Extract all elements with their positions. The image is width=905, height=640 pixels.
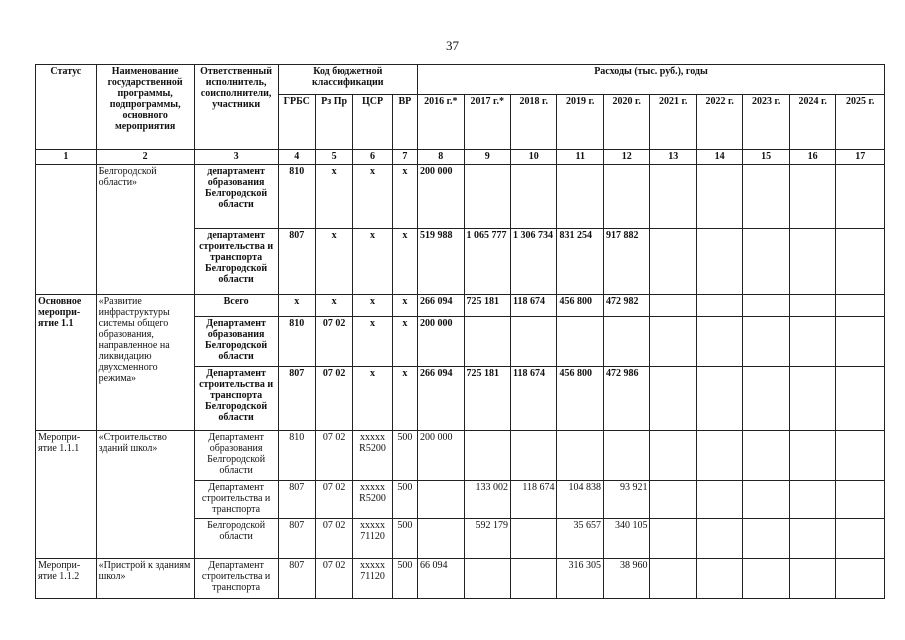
grbs-cell: 810: [278, 165, 315, 229]
value-cell: 592 179: [464, 519, 510, 559]
value-cell: 831 254: [557, 229, 603, 295]
value-cell: 104 838: [557, 481, 603, 519]
column-number-row: [36, 150, 885, 165]
responsible-cell: Департамент строительства и транспорта Белгородской области: [194, 367, 278, 431]
responsible-cell: Департамент строительства и транспорта: [194, 481, 278, 519]
value-cell: [696, 367, 742, 431]
responsible-cell: Департамент образования Белгородской области: [194, 431, 278, 481]
responsible-cell: Белгородской области: [194, 519, 278, 559]
column-number: 15: [743, 150, 789, 165]
column-number: 1: [36, 150, 97, 165]
budget-table: [35, 64, 885, 599]
value-cell: 1 065 777: [464, 229, 510, 295]
header-year: 2021 г.: [650, 95, 696, 150]
header-year: 2016 г.*: [418, 95, 464, 150]
value-cell: 35 657: [557, 519, 603, 559]
value-cell: 66 094: [418, 559, 464, 599]
value-cell: [603, 165, 649, 229]
header-year: 2018 г.: [511, 95, 557, 150]
value-cell: [511, 559, 557, 599]
value-cell: [650, 367, 696, 431]
responsible-cell: Департамент строительства и транспорта: [194, 559, 278, 599]
value-cell: [836, 229, 885, 295]
vr-cell: х: [392, 295, 417, 317]
header-year: 2025 г.: [836, 95, 885, 150]
status-cell: Основное меропри-ятие 1.1: [36, 295, 97, 431]
header-year: 2024 г.: [789, 95, 835, 150]
value-cell: [836, 165, 885, 229]
column-number: 14: [696, 150, 742, 165]
value-cell: 725 181: [464, 295, 510, 317]
column-number: 4: [278, 150, 315, 165]
value-cell: [557, 431, 603, 481]
value-cell: [418, 481, 464, 519]
value-cell: [743, 295, 789, 317]
rzpr-cell: 07 02: [315, 431, 352, 481]
header-year: 2022 г.: [696, 95, 742, 150]
value-cell: [650, 519, 696, 559]
vr-cell: х: [392, 367, 417, 431]
column-number: 3: [194, 150, 278, 165]
value-cell: 917 882: [603, 229, 649, 295]
rzpr-cell: 07 02: [315, 481, 352, 519]
value-cell: [650, 295, 696, 317]
csr-cell: х: [353, 165, 392, 229]
rzpr-cell: 07 02: [315, 519, 352, 559]
value-cell: [789, 481, 835, 519]
value-cell: [743, 519, 789, 559]
value-cell: 725 181: [464, 367, 510, 431]
rzpr-cell: 07 02: [315, 367, 352, 431]
value-cell: [743, 481, 789, 519]
value-cell: [650, 317, 696, 367]
value-cell: [836, 367, 885, 431]
header-year: 2020 г.: [603, 95, 649, 150]
value-cell: [511, 165, 557, 229]
value-cell: 118 674: [511, 481, 557, 519]
value-cell: 266 094: [418, 367, 464, 431]
value-cell: [696, 317, 742, 367]
header-year: 2017 г.*: [464, 95, 510, 150]
grbs-cell: 807: [278, 519, 315, 559]
grbs-cell: 810: [278, 431, 315, 481]
value-cell: [789, 559, 835, 599]
vr-cell: 500: [392, 431, 417, 481]
value-cell: [696, 559, 742, 599]
column-number: 12: [603, 150, 649, 165]
value-cell: [603, 431, 649, 481]
value-cell: [650, 559, 696, 599]
header-responsible: Ответственный исполнитель, соисполнители, участники: [194, 65, 278, 150]
value-cell: 472 986: [603, 367, 649, 431]
header-status: Статус: [36, 65, 97, 150]
column-number: 9: [464, 150, 510, 165]
value-cell: [696, 481, 742, 519]
column-number: 6: [353, 150, 392, 165]
responsible-cell: департамент строительства и транспорта Белгородской области: [194, 229, 278, 295]
value-cell: 519 988: [418, 229, 464, 295]
name-cell: «Строительство зданий школ»: [96, 431, 194, 559]
value-cell: 316 305: [557, 559, 603, 599]
column-number: 7: [392, 150, 417, 165]
value-cell: [789, 367, 835, 431]
value-cell: [836, 481, 885, 519]
value-cell: [743, 317, 789, 367]
csr-cell: х: [353, 317, 392, 367]
value-cell: [464, 165, 510, 229]
csr-cell: xxxxx R5200: [353, 431, 392, 481]
header-csr: ЦСР: [353, 95, 392, 150]
value-cell: [743, 559, 789, 599]
value-cell: [464, 559, 510, 599]
value-cell: [696, 229, 742, 295]
value-cell: 1 306 734: [511, 229, 557, 295]
value-cell: [836, 295, 885, 317]
value-cell: [789, 295, 835, 317]
column-number: 17: [836, 150, 885, 165]
table-row: [36, 431, 885, 481]
value-cell: [696, 431, 742, 481]
value-cell: 133 002: [464, 481, 510, 519]
value-cell: [743, 367, 789, 431]
value-cell: 200 000: [418, 165, 464, 229]
column-number: 5: [315, 150, 352, 165]
table-row: [36, 295, 885, 317]
value-cell: 93 921: [603, 481, 649, 519]
csr-cell: х: [353, 229, 392, 295]
value-cell: [650, 481, 696, 519]
vr-cell: х: [392, 165, 417, 229]
value-cell: [511, 519, 557, 559]
name-cell: Белгородской области»: [96, 165, 194, 295]
value-cell: 200 000: [418, 317, 464, 367]
header-grbs: ГРБС: [278, 95, 315, 150]
rzpr-cell: х: [315, 165, 352, 229]
value-cell: 456 800: [557, 367, 603, 431]
value-cell: [789, 317, 835, 367]
value-cell: [836, 317, 885, 367]
status-cell: Меропри-ятие 1.1.1: [36, 431, 97, 559]
value-cell: [464, 317, 510, 367]
header-vr: ВР: [392, 95, 417, 150]
name-cell: «Развитие инфраструктуры системы общего образования, направленное на ликвидацию двухсменного режима»: [96, 295, 194, 431]
value-cell: [650, 229, 696, 295]
value-cell: [511, 431, 557, 481]
vr-cell: 500: [392, 481, 417, 519]
value-cell: [789, 229, 835, 295]
header-rzpr: Рз Пр: [315, 95, 352, 150]
value-cell: [836, 431, 885, 481]
header-year: 2023 г.: [743, 95, 789, 150]
vr-cell: 500: [392, 559, 417, 599]
rzpr-cell: х: [315, 229, 352, 295]
value-cell: [464, 431, 510, 481]
rzpr-cell: 07 02: [315, 317, 352, 367]
grbs-cell: х: [278, 295, 315, 317]
value-cell: [557, 165, 603, 229]
value-cell: [836, 559, 885, 599]
value-cell: 118 674: [511, 367, 557, 431]
value-cell: 456 800: [557, 295, 603, 317]
value-cell: [650, 431, 696, 481]
grbs-cell: 807: [278, 481, 315, 519]
value-cell: [743, 229, 789, 295]
csr-cell: xxxxx 71120: [353, 519, 392, 559]
value-cell: [836, 519, 885, 559]
grbs-cell: 807: [278, 367, 315, 431]
value-cell: [743, 165, 789, 229]
value-cell: [743, 431, 789, 481]
column-number: 2: [96, 150, 194, 165]
table-row: [36, 559, 885, 599]
value-cell: [696, 519, 742, 559]
csr-cell: xxxxx R5200: [353, 481, 392, 519]
value-cell: [418, 519, 464, 559]
value-cell: [650, 165, 696, 229]
value-cell: [696, 295, 742, 317]
value-cell: 340 105: [603, 519, 649, 559]
column-number: 11: [557, 150, 603, 165]
csr-cell: х: [353, 295, 392, 317]
header-year: 2019 г.: [557, 95, 603, 150]
value-cell: [511, 317, 557, 367]
name-cell: «Пристрой к зданиям школ»: [96, 559, 194, 599]
vr-cell: х: [392, 229, 417, 295]
value-cell: [603, 317, 649, 367]
header-budget-code: Код бюджетной классификации: [278, 65, 418, 95]
value-cell: 266 094: [418, 295, 464, 317]
value-cell: 38 960: [603, 559, 649, 599]
csr-cell: xxxxx 71120: [353, 559, 392, 599]
column-number: 13: [650, 150, 696, 165]
header-expenses: Расходы (тыс. руб.), годы: [418, 65, 885, 95]
header-name: Наименование государственной программы, подпрограммы, основного мероприятия: [96, 65, 194, 150]
value-cell: [789, 431, 835, 481]
csr-cell: х: [353, 367, 392, 431]
vr-cell: 500: [392, 519, 417, 559]
value-cell: 118 674: [511, 295, 557, 317]
table-row: [36, 165, 885, 229]
status-cell: Меропри-ятие 1.1.2: [36, 559, 97, 599]
grbs-cell: 810: [278, 317, 315, 367]
grbs-cell: 807: [278, 229, 315, 295]
status-cell: [36, 165, 97, 295]
value-cell: [557, 317, 603, 367]
value-cell: [789, 519, 835, 559]
responsible-cell: Всего: [194, 295, 278, 317]
column-number: 10: [511, 150, 557, 165]
vr-cell: х: [392, 317, 417, 367]
value-cell: [696, 165, 742, 229]
responsible-cell: Департамент образования Белгородской области: [194, 317, 278, 367]
rzpr-cell: 07 02: [315, 559, 352, 599]
header-row-top: [36, 65, 885, 95]
value-cell: 472 982: [603, 295, 649, 317]
value-cell: 200 000: [418, 431, 464, 481]
column-number: 16: [789, 150, 835, 165]
page-number: 37: [446, 38, 459, 53]
responsible-cell: департамент образования Белгородской области: [194, 165, 278, 229]
rzpr-cell: х: [315, 295, 352, 317]
grbs-cell: 807: [278, 559, 315, 599]
column-number: 8: [418, 150, 464, 165]
value-cell: [789, 165, 835, 229]
